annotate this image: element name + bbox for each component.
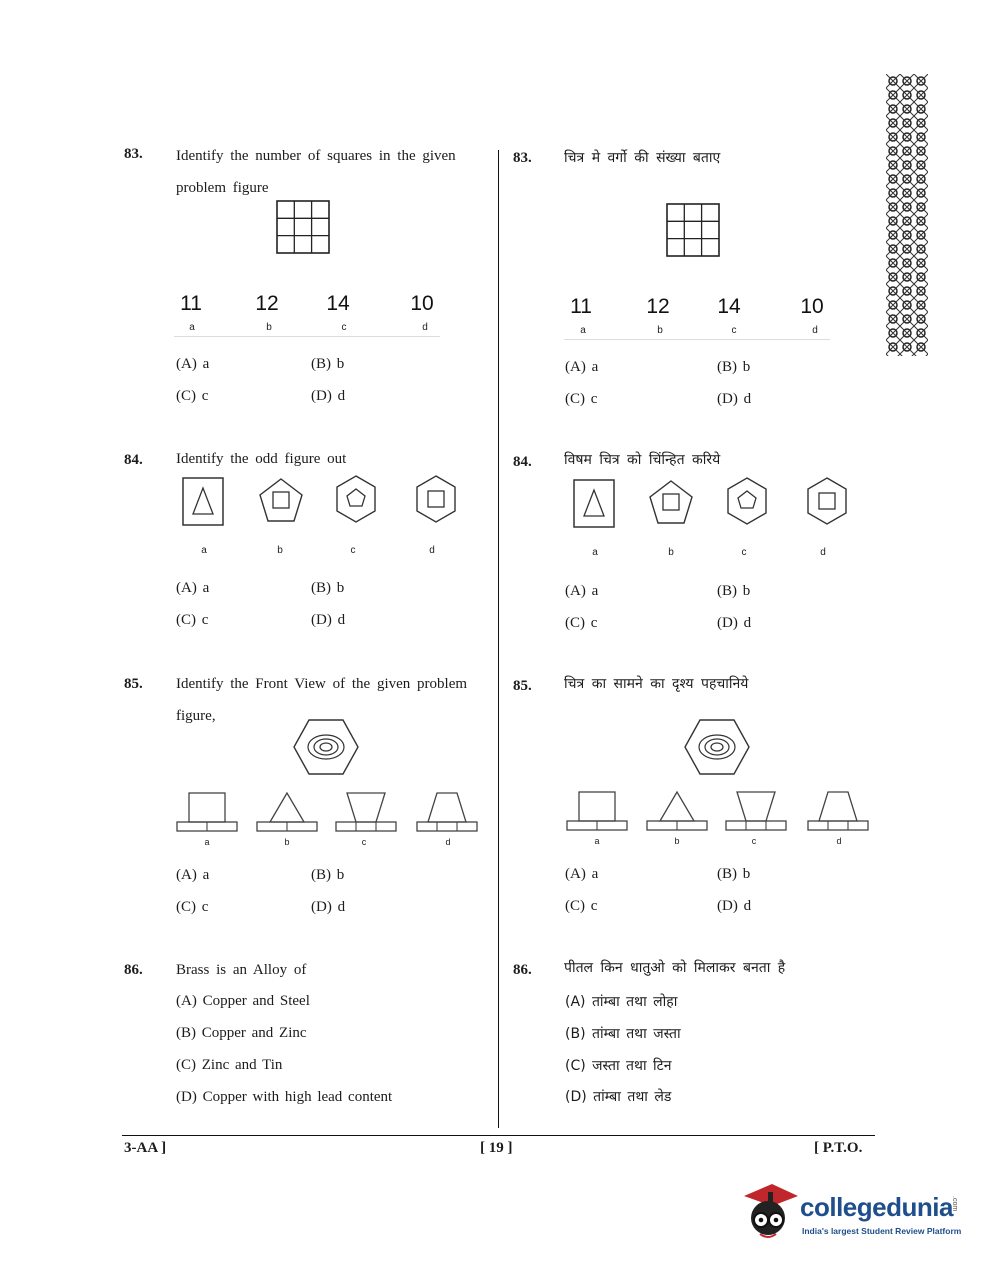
q83-answer-underline <box>174 336 440 337</box>
q86-hi-text: पीतल किन धातुओ को मिलाकर बनता है <box>564 960 786 976</box>
q86-hi-number: 86. <box>513 962 532 978</box>
q85-hi-option-b[interactable]: (B) b <box>717 866 751 882</box>
q85-hi-option-c[interactable]: (C) c <box>565 898 598 914</box>
q83-hi-answer-label-a: a <box>580 325 586 336</box>
footer-rule <box>122 1135 875 1136</box>
q83-option-b[interactable]: (B) b <box>311 356 345 372</box>
q83-answer-c: 14 <box>326 292 350 315</box>
q84-figure-c <box>335 474 377 524</box>
q85-hi-view-b <box>646 789 708 833</box>
q86-hi-option-a[interactable]: (A) तांम्बा तथा लोहा <box>565 994 678 1010</box>
q84-option-c[interactable]: (C) c <box>176 612 209 628</box>
q84-hi-figure-d <box>806 476 848 526</box>
q86-number: 86. <box>124 962 143 978</box>
q85-view-b <box>256 790 318 834</box>
q83-hi-option-b[interactable]: (B) b <box>717 359 751 375</box>
q83-option-d[interactable]: (D) d <box>311 388 346 404</box>
q83-hi-grid-figure <box>666 203 720 257</box>
q84-hi-option-d[interactable]: (D) d <box>717 615 752 631</box>
column-divider <box>498 150 499 1128</box>
q84-figure-label-c: c <box>350 545 356 556</box>
q84-hi-option-c[interactable]: (C) c <box>565 615 598 631</box>
q85-hi-view-label-d: d <box>836 836 842 846</box>
q85-view-c <box>335 790 397 834</box>
q84-text: Identify the odd figure out <box>176 451 347 467</box>
q84-hi-figure-b <box>648 479 694 525</box>
q85-hi-view-c <box>725 789 787 833</box>
q83-hi-answer-d: 10 <box>800 295 824 318</box>
q83-answer-b: 12 <box>255 292 279 315</box>
q84-hi-number: 84. <box>513 454 532 470</box>
q84-hi-option-a[interactable]: (A) a <box>565 583 599 599</box>
q83-hi-number: 83. <box>513 150 532 166</box>
q84-hi-figure-c <box>726 476 768 526</box>
q83-grid-figure <box>276 200 330 254</box>
q85-hi-view-a <box>566 789 628 833</box>
q86-option-b[interactable]: (B) Copper and Zinc <box>176 1025 307 1041</box>
q83-answer-a: 11 <box>180 292 202 315</box>
q85-hi-option-d[interactable]: (D) d <box>717 898 752 914</box>
q86-hi-option-c[interactable]: (C) जस्ता तथा टिन <box>565 1058 672 1074</box>
footer-page-number: [ 19 ] <box>480 1140 513 1156</box>
q84-option-b[interactable]: (B) b <box>311 580 345 596</box>
q83-hi-answer-underline <box>564 339 830 340</box>
q83-hi-answer-label-c: c <box>731 325 737 336</box>
q85-view-d <box>416 790 478 834</box>
q83-hi-option-a[interactable]: (A) a <box>565 359 599 375</box>
q85-option-b[interactable]: (B) b <box>311 867 345 883</box>
q84-hi-figure-label-b: b <box>668 547 674 558</box>
q84-hi-text: विषम चित्र को चिंन्हित करिये <box>564 452 721 468</box>
q83-hi-text: चित्र मे वर्गो की संख्या बताए <box>564 150 721 166</box>
q85-view-label-a: a <box>204 837 210 847</box>
q85-hi-view-label-c: c <box>751 836 757 846</box>
q85-hi-number: 85. <box>513 678 532 694</box>
q84-figure-label-b: b <box>277 545 283 556</box>
q83-hi-option-c[interactable]: (C) c <box>565 391 598 407</box>
q84-number: 84. <box>124 452 143 468</box>
q85-hi-text: चित्र का सामने का दृश्य पहचानिये <box>564 676 749 692</box>
q86-hi-option-b[interactable]: (B) तांम्बा तथा जस्ता <box>565 1026 681 1042</box>
q84-option-d[interactable]: (D) d <box>311 612 346 628</box>
q85-option-d[interactable]: (D) d <box>311 899 346 915</box>
q85-view-a <box>176 790 238 834</box>
q83-answer-label-d: d <box>422 322 428 333</box>
q85-view-label-d: d <box>445 837 451 847</box>
q84-hi-option-b[interactable]: (B) b <box>717 583 751 599</box>
q86-option-a[interactable]: (A) Copper and Steel <box>176 993 310 1009</box>
footer-booklet-code: 3-AA ] <box>124 1140 167 1156</box>
q86-option-c[interactable]: (C) Zinc and Tin <box>176 1057 283 1073</box>
q85-text-line1: Identify the Front View of the given problem <box>176 676 468 692</box>
collegedunia-domain: .com <box>951 1196 958 1212</box>
q86-hi-option-d[interactable]: (D) तांम्बा तथा लेड <box>565 1089 672 1105</box>
q84-figure-label-a: a <box>201 545 207 556</box>
q83-answer-d: 10 <box>410 292 434 315</box>
collegedunia-wordmark: collegedunia <box>800 1192 953 1222</box>
q85-number: 85. <box>124 676 143 692</box>
q85-option-c[interactable]: (C) c <box>176 899 209 915</box>
q83-hi-option-d[interactable]: (D) d <box>717 391 752 407</box>
q84-hi-figure-label-a: a <box>592 547 598 558</box>
q84-figure-a <box>182 477 224 527</box>
q85-hi-view-d <box>807 789 869 833</box>
q83-option-c[interactable]: (C) c <box>176 388 209 404</box>
q83-hi-answer-label-b: b <box>657 325 663 336</box>
q84-hi-figure-label-c: c <box>741 547 747 558</box>
collegedunia-tagline: India's largest Student Review Platform <box>802 1226 962 1236</box>
q85-hi-hexagon-figure <box>683 718 751 776</box>
q85-hi-view-label-b: b <box>674 836 680 846</box>
q86-option-d[interactable]: (D) Copper with high lead content <box>176 1089 393 1105</box>
q84-hi-figure-label-d: d <box>820 547 826 558</box>
q86-text: Brass is an Alloy of <box>176 962 307 978</box>
q83-number: 83. <box>124 146 143 162</box>
q84-hi-figure-a <box>573 479 615 529</box>
decorative-pattern-strip <box>886 74 928 356</box>
q83-hi-answer-label-d: d <box>812 325 818 336</box>
q83-answer-label-a: a <box>189 322 195 333</box>
q85-hexagon-figure <box>292 718 360 776</box>
q84-option-a[interactable]: (A) a <box>176 580 210 596</box>
q83-option-a[interactable]: (A) a <box>176 356 210 372</box>
q84-figure-label-d: d <box>429 545 435 556</box>
collegedunia-mascot-icon <box>738 1178 800 1244</box>
q85-option-a[interactable]: (A) a <box>176 867 210 883</box>
footer-pto: [ P.T.O. <box>814 1140 863 1156</box>
q83-hi-answer-c: 14 <box>717 295 741 318</box>
q84-figure-d <box>415 474 457 524</box>
q83-text-line2: problem figure <box>176 180 269 196</box>
q83-text-line1: Identify the number of squares in the given <box>176 148 456 164</box>
q85-hi-option-a[interactable]: (A) a <box>565 866 599 882</box>
q85-view-label-b: b <box>284 837 290 847</box>
q85-view-label-c: c <box>361 837 367 847</box>
q83-answer-label-b: b <box>266 322 272 333</box>
q85-text-line2: figure, <box>176 708 216 724</box>
q83-answer-label-c: c <box>341 322 347 333</box>
q83-hi-answer-b: 12 <box>646 295 670 318</box>
q83-hi-answer-a: 11 <box>570 295 592 318</box>
q85-hi-view-label-a: a <box>594 836 600 846</box>
q84-figure-b <box>258 477 304 523</box>
